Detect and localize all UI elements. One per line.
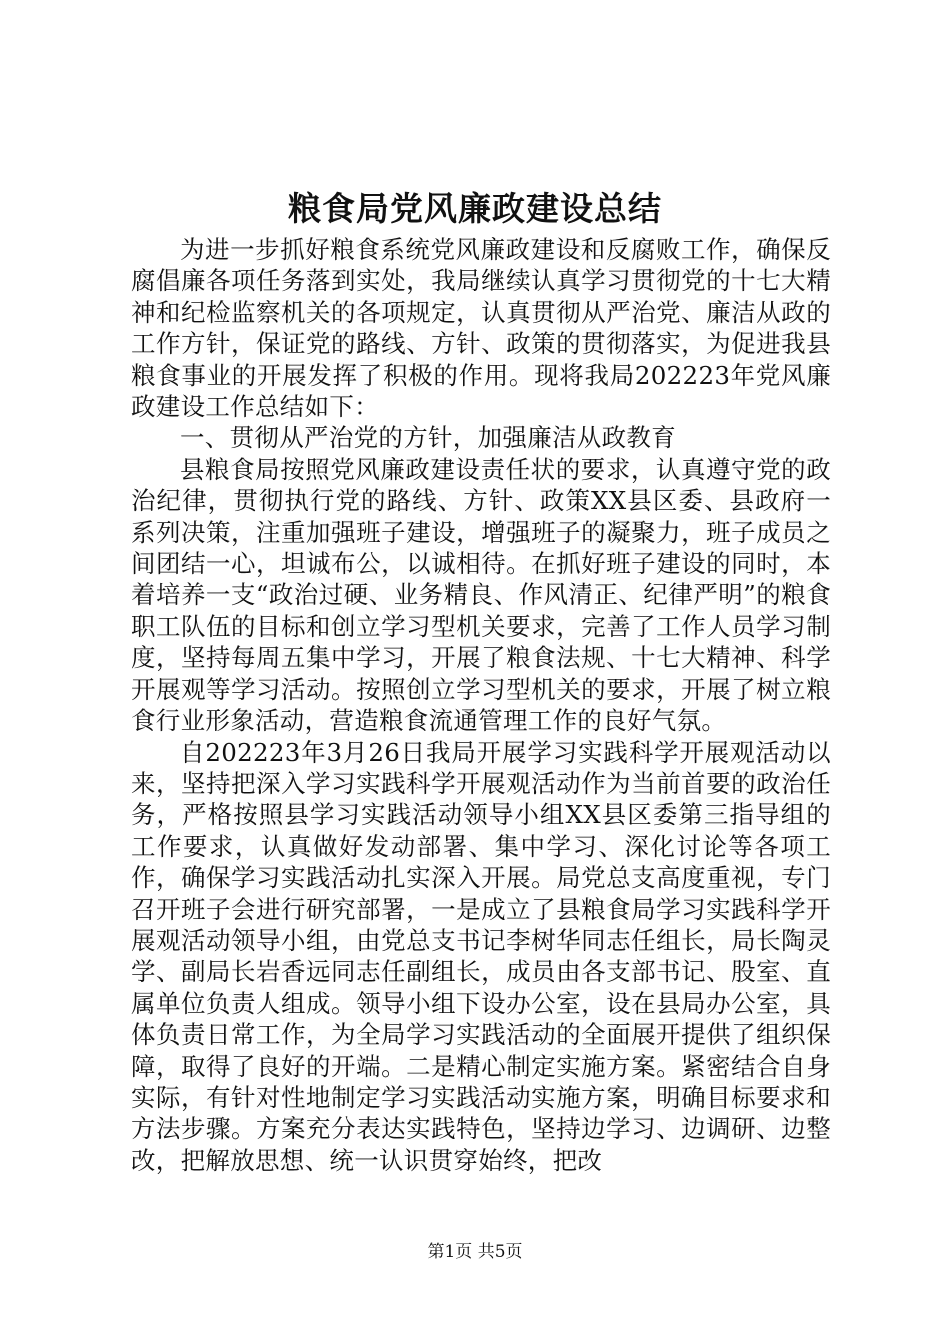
section-heading: 一、贯彻从严治党的方针，加强廉洁从政教育 [180,423,676,453]
document-body [131,234,831,1176]
intro-paragraph: 为进一步抓好粮食系统党风廉政建设和反腐败工作，确保反腐倡廉各项任务落到实处，我局继续认真学习贯彻党的十七大精神和纪检监察机关的各项规定，认真贯彻从严治党、廉洁从政的工作方针，保证党的路线、方针、政策的贯彻落实，为促进我县粮食事业的开展发挥了积极的作用。现将我局202223年党风廉政建设工作总结如下： [131,235,831,422]
document-title: 粮食局党风廉政建设总结 [288,189,662,228]
body-paragraph: 自202223年3月26日我局开展学习实践科学开展观活动以来，坚持把深入学习实践科学开展观活动作为当前首要的政治任务，严格按照县学习实践活动领导小组XX县区委第三指导组的工作要求，认真做好发动部署、集中学习、深化讨论等各项工作，确保学习实践活动扎实深入开展。局党总支高度重视，专门召开班子会进行研究部署，一是成立了县粮食局学习实践科学开展观活动领导小组，由党总支书记李树华同志任组长，局长陶灵学、副局长岩香远同志任副组长，成员由各支部书记、股室、直属单位负责人组成。领导小组下设办公室，设在县局办公室，具体负责日常工作，为全局学习实践活动的全面展开提供了组织保障，取得了良好的开端。二是精心制定实施方案。紧密结合自身实际，有针对性地制定学习实践活动实施方案，明确目标要求和方法步骤。方案充分表达实践特色，坚持边学习、边调研、边整改，把解放思想、统一认识贯穿始终，把改 [131,737,831,1175]
page-number-footer: 第1页 共5页 [427,1242,523,1262]
body-paragraph: 县粮食局按照党风廉政建设责任状的要求，认真遵守党的政治纪律，贯彻执行党的路线、方针、政策XX县区委、县政府一系列决策，注重加强班子建设，增强班子的凝聚力，班子成员之间团结一心，坦诚布公，以诚相待。在抓好班子建设的同时，本着培养一支“政治过硬、业务精良、作风清正、纪律严明”的粮食职工队伍的目标和创立学习型机关要求，完善了工作人员学习制度，坚持每周五集中学习，开展了粮食法规、十七大精神、科学开展观等学习活动。按照创立学习型机关的要求，开展了树立粮食行业形象活动，营造粮食流通管理工作的良好气氛。 [131,454,831,736]
